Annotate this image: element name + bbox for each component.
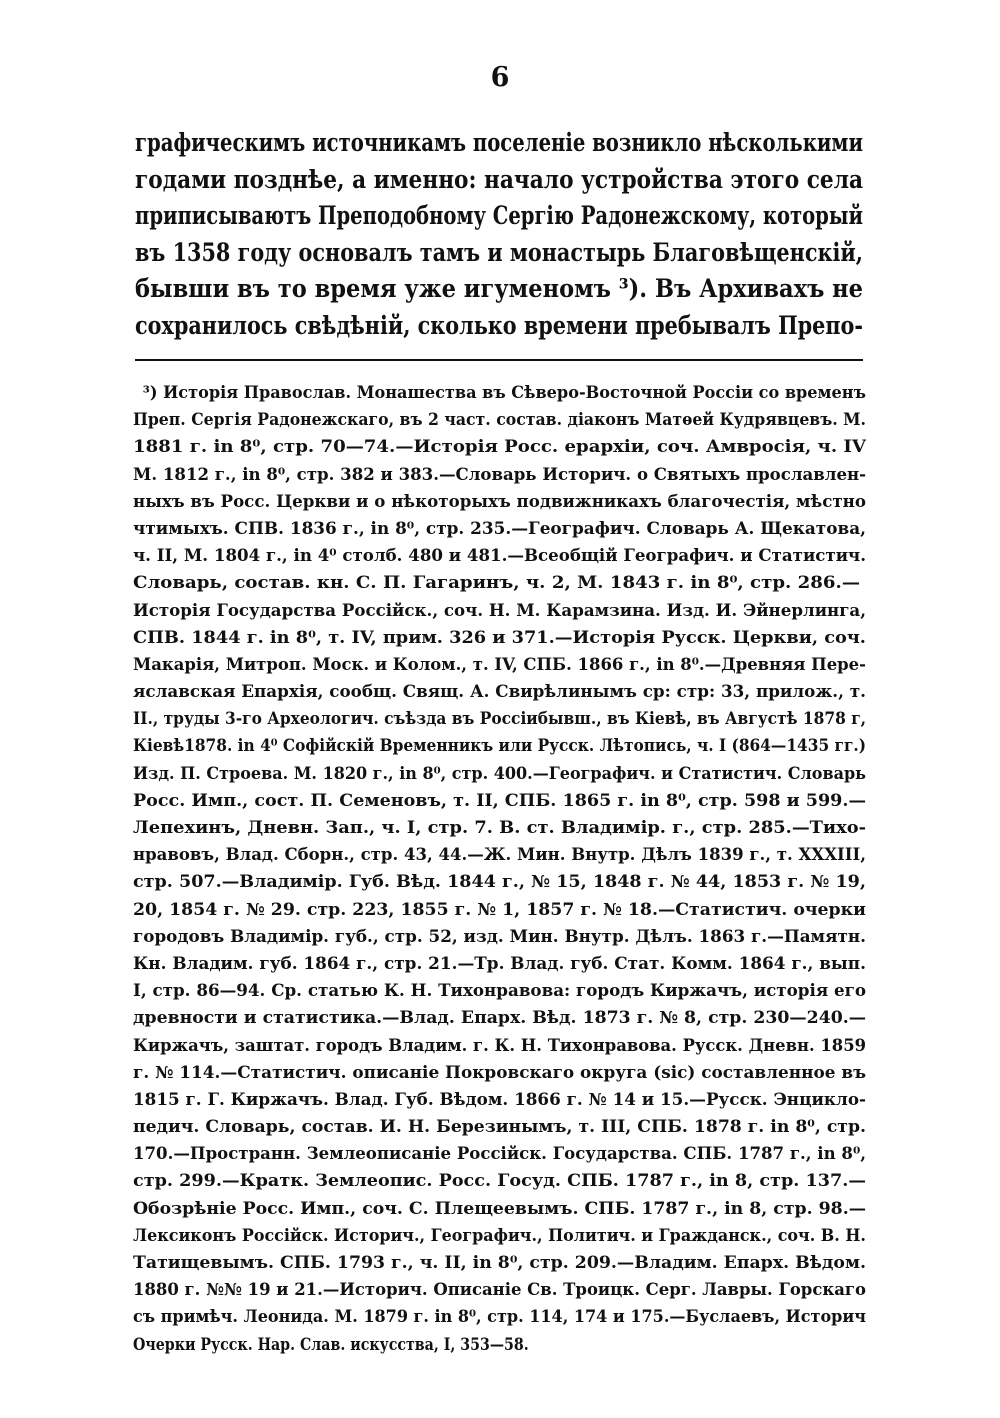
footnote-line: Росс. Имп., сост. П. Семеновъ, т. II, СПБ. 1865 г. in 8⁰, стр. 598 и 599.— (133, 790, 867, 810)
footnote-line: педич. Словарь, состав. И. Н. Березинымъ, т. III, СПБ. 1878 г. in 8⁰, стр. (133, 1117, 866, 1137)
footnote-line: ч. II, М. 1804 г., in 4⁰ столб. 480 и 481.—Всеобщій Географич. и Статистич. (133, 546, 867, 566)
body-line: графическимъ источникамъ поселеніе возникло нѣсколькими (135, 128, 864, 157)
body-line: бывши въ то время уже игуменомъ ³). Въ Архивахъ не (135, 274, 864, 303)
footnote-line: Преп. Сергія Радонежскаго, въ 2 част. состав. діаконъ Матѳей Кудрявцевъ. М. (133, 410, 867, 430)
footnote-line: ³) Исторія Православ. Монашества въ Сѣверо-Восточной Россіи со временъ (142, 383, 866, 402)
body-line: приписываютъ Преподобному Сергію Радонежскому, который (135, 201, 863, 230)
footnote-line: СПВ. 1844 г. in 8⁰, т. IV, прим. 326 и 371.—Исторія Русск. Церкви, соч. (133, 627, 866, 647)
footnote-line: Лексиконъ Россійск. Историч., Географич., Политич. и Гражданск., соч. В. Н. (133, 1225, 866, 1245)
footnote-line: съ примѣч. Леонида. М. 1879 г. in 8⁰, стр. 114, 174 и 175.—Буслаевъ, Историч (133, 1307, 866, 1327)
footnote-line: Изд. П. Строева. М. 1820 г., in 8⁰, стр. 400.—Географич. и Статистич. Словарь (133, 763, 867, 783)
footnote-line: 1881 г. in 8⁰, стр. 70—74.—Исторія Росс. ерархіи, соч. Амвросія, ч. IV (133, 437, 866, 457)
footnote-line: 20, 1854 г. № 29. стр. 223, 1855 г. № 1, 1857 г. № 18.—Статистич. очерки (133, 899, 866, 919)
footnote-line: яславская Епархія, сообщ. Свящ. А. Свирѣлинымъ ср: стр: 33, прилож., т. (133, 682, 867, 702)
footnote-line: 1880 г. №№ 19 и 21.—Историч. Описаніе Св. Троицк. Серг. Лавры. Горскаго (133, 1280, 866, 1300)
footnote-line: М. 1812 г., in 8⁰, стр. 382 и 383.—Словарь Историч. о Святыхъ прославлен- (133, 464, 867, 484)
footnote-line: Словарь, состав. кн. С. П. Гагаринъ, ч. 2, М. 1843 г. in 8⁰, стр. 286.— (133, 573, 861, 593)
footnote-line: Татищевымъ. СПБ. 1793 г., ч. II, in 8⁰, стр. 209.—Владим. Епарх. Вѣдом. (133, 1253, 866, 1272)
footnote-line: нравовъ, Влад. Сборн., стр. 43, 44.—Ж. Мин. Внутр. Дѣлъ 1839 г., т. XXXIII, (133, 845, 867, 865)
footnote-line: II., труды 3-го Археологич. съѣзда въ Россіибывш., въ Кіевѣ, въ Августѣ 1878 г, (133, 709, 867, 729)
footnote-line: Макарія, Митроп. Моск. и Колом., т. IV, СПБ. 1866 г., in 8⁰.—Древняя Пере- (133, 654, 866, 674)
page-number: 6 (490, 62, 510, 93)
footnote-line: г. № 114.—Статистич. описаніе Покровскаго округа (sic) составленное въ (133, 1062, 867, 1082)
main-text (135, 125, 864, 344)
body-line: сохранилось свѣдѣній, сколько времени пребывалъ Препо- (135, 310, 863, 340)
footnote-line: Кіевѣ1878. in 4⁰ Софійскій Временникъ или Русск. Лѣтопись, ч. I (864—1435 гг.) (133, 736, 867, 756)
footnote-line: стр. 299.—Кратк. Землеопис. Росс. Госуд. СПБ. 1787 г., in 8, стр. 137.— (133, 1171, 866, 1191)
footnote-line: Кн. Владим. губ. 1864 г., стр. 21.—Тр. Влад. губ. Стат. Комм. 1864 г., вып. (133, 953, 866, 973)
footnote-line: древности и статистика.—Влад. Епарх. Вѣд. 1873 г. № 8, стр. 230—240.— (133, 1008, 867, 1028)
footnote-line: ныхъ въ Росс. Церкви и о нѣкоторыхъ подвижникахъ благочестія, мѣстно (133, 491, 866, 511)
body-line: въ 1358 году основалъ тамъ и монастырь Благовѣщенскій, (135, 237, 863, 267)
footnote-line: Киржачъ, заштат. городъ Владим. г. К. Н. Тихонравова. Русск. Дневн. 1859 (133, 1035, 867, 1055)
footnote-line: Лепехинъ, Дневн. Зап., ч. I, стр. 7. В. ст. Владимір. г., стр. 285.—Тихо- (133, 818, 867, 837)
body-line: годами позднѣе, а именно: начало устройства этого села (135, 164, 864, 194)
footnote-line: I, стр. 86—94. Ср. статью К. Н. Тихонравова: городъ Киржачъ, исторія его (133, 981, 867, 1001)
footnote-line: чтимыхъ. СПВ. 1836 г., in 8⁰, стр. 235.—Географич. Словарь А. Щекатова, (133, 518, 867, 538)
footnote-line: Исторія Государства Россійск., соч. Н. М. Карамзина. Изд. И. Эйнерлинга, (133, 600, 867, 620)
footnote-line: Очерки Русск. Нар. Слав. искусства, I, 353—58. (133, 1334, 529, 1354)
footnote (133, 379, 866, 1358)
footnote-line: стр. 507.—Владимір. Губ. Вѣд. 1844 г., № 15, 1848 г. № 44, 1853 г. № 19, (133, 872, 866, 892)
footnote-line: Обозрѣніе Росс. Имп., соч. С. Плещеевымъ. СПБ. 1787 г., in 8, стр. 98.— (133, 1198, 866, 1218)
footnote-line: 1815 г. Г. Киржачъ. Влад. Губ. Вѣдом. 1866 г. № 14 и 15.—Русск. Энцикло- (133, 1089, 866, 1109)
footnote-line: городовъ Владимір. губ., стр. 52, изд. Мин. Внутр. Дѣлъ. 1863 г.—Памятн. (133, 926, 867, 946)
footnote-separator (135, 359, 863, 361)
footnote-line: 170.—Пространн. Землеописаніе Россійск. Государства. СПБ. 1787 г., in 8⁰, (133, 1144, 866, 1164)
